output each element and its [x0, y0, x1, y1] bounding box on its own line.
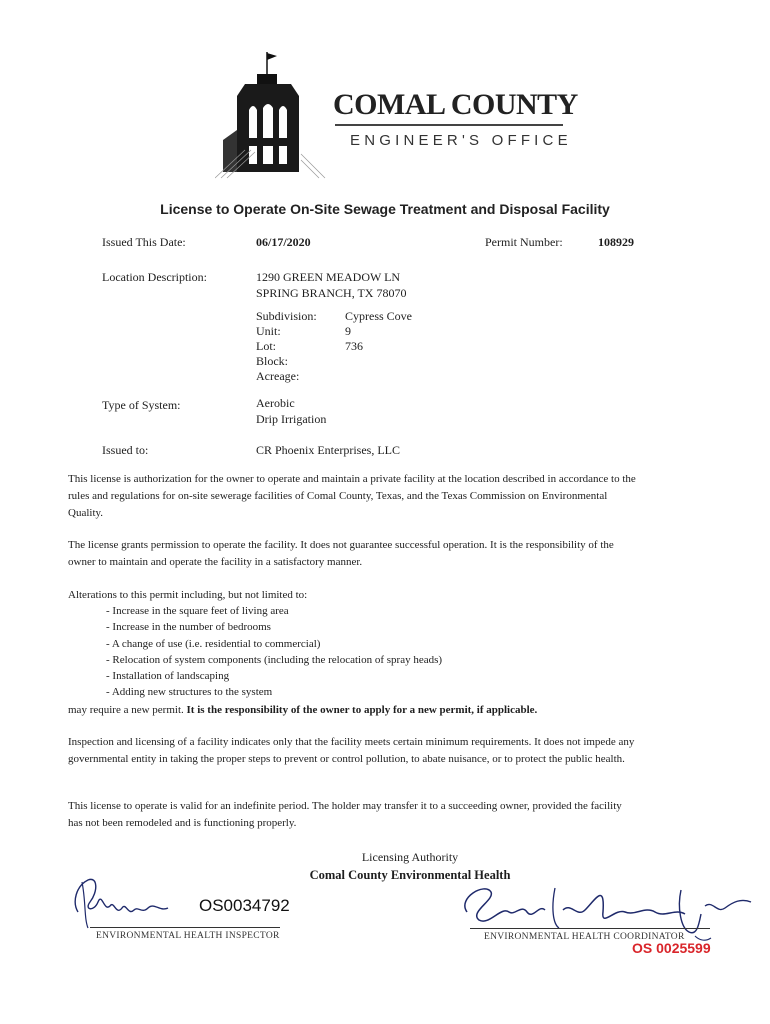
coordinator-id-stamp: OS 0025599 [632, 940, 711, 956]
block-label: Block: [256, 354, 288, 368]
lot-label: Lot: [256, 339, 276, 353]
validity-paragraph: This license to operate is valid for an indefinite period. The holder may transfer it to a succeeding owner, provided the facility has not been remodeled and is functioning properly. [68, 800, 622, 829]
list-item: - A change of use (i.e. residential to commercial) [106, 636, 442, 652]
office-name: ENGINEER'S OFFICE [350, 132, 572, 149]
coordinator-title: ENVIRONMENTAL HEALTH COORDINATOR [484, 932, 685, 942]
issued-to-value: CR Phoenix Enterprises, LLC [256, 443, 400, 457]
list-item: - Installation of landscaping [106, 668, 442, 684]
responsibility-text: It is the responsibility of the owner to apply for a new permit, if applicable. [186, 704, 538, 716]
unit-label: Unit: [256, 324, 281, 338]
coordinator-signature-line [470, 928, 710, 929]
issued-date: 06/17/2020 [256, 235, 311, 249]
permission-paragraph: The license grants permission to operate the facility. It does not guarantee successful operation. It is the responsibility of the owner to maintain and operate the facility in a satisfactory manner. [68, 539, 614, 568]
permit-number-label: Permit Number: [485, 235, 563, 249]
inspection-paragraph: Inspection and licensing of a facility indicates only that the facility meets certain minimum requirements. It does not impede any governmental entity in taking the proper steps to prevent or control pollution, to abate nuisance, or to protect the public health. [68, 736, 635, 765]
subdivision-value: Cypress Cove [345, 309, 412, 323]
inspector-title: ENVIRONMENTAL HEALTH INSPECTOR [96, 931, 280, 941]
licensing-authority-label: Licensing Authority [361, 850, 459, 864]
issued-to-label: Issued to: [102, 443, 149, 457]
new-permit-sentence [68, 702, 638, 719]
address-line-1: 1290 GREEN MEADOW LN [256, 270, 401, 284]
licensing-authority-name: Comal County Environmental Health [309, 868, 511, 882]
alterations-list [106, 603, 442, 701]
authorization-paragraph: This license is authorization for the owner to operate and maintain a private facility at the location described in accordance to the rules and regulations for on-site sewerage facilities of Comal County, Texas, and the Texas Commission on Environmental Quality. [68, 473, 636, 519]
list-item: - Relocation of system components (including the relocation of spray heads) [106, 652, 442, 668]
lot-value: 736 [345, 339, 363, 353]
list-item: - Increase in the number of bedrooms [106, 619, 442, 635]
system-type-label: Type of System: [102, 398, 181, 412]
alterations-intro: Alterations to this permit including, but not limited to: [68, 589, 308, 601]
unit-value: 9 [345, 324, 351, 338]
list-item: - Increase in the square feet of living area [106, 603, 442, 619]
may-require-text: may require a new permit. [68, 704, 184, 716]
acreage-label: Acreage: [256, 369, 300, 383]
subdivision-label: Subdivision: [256, 309, 317, 323]
address-line-2: SPRING BRANCH, TX 78070 [256, 286, 407, 300]
system-type-line-2: Drip Irrigation [256, 412, 327, 426]
header-rule [335, 124, 563, 126]
county-name: COMAL COUNTY [333, 88, 578, 121]
list-item: - Adding new structures to the system [106, 684, 442, 700]
permit-number: 108929 [598, 235, 634, 249]
inspector-signature-line [90, 927, 280, 928]
license-title: License to Operate On-Site Sewage Treatment and Disposal Facility [160, 201, 610, 217]
location-label: Location Description: [102, 270, 207, 284]
inspector-signature [68, 872, 178, 934]
issued-date-label: Issued This Date: [102, 235, 186, 249]
inspector-id: OS0034792 [199, 896, 290, 915]
system-type-line-1: Aerobic [256, 396, 295, 410]
courthouse-tower-icon [215, 50, 335, 180]
